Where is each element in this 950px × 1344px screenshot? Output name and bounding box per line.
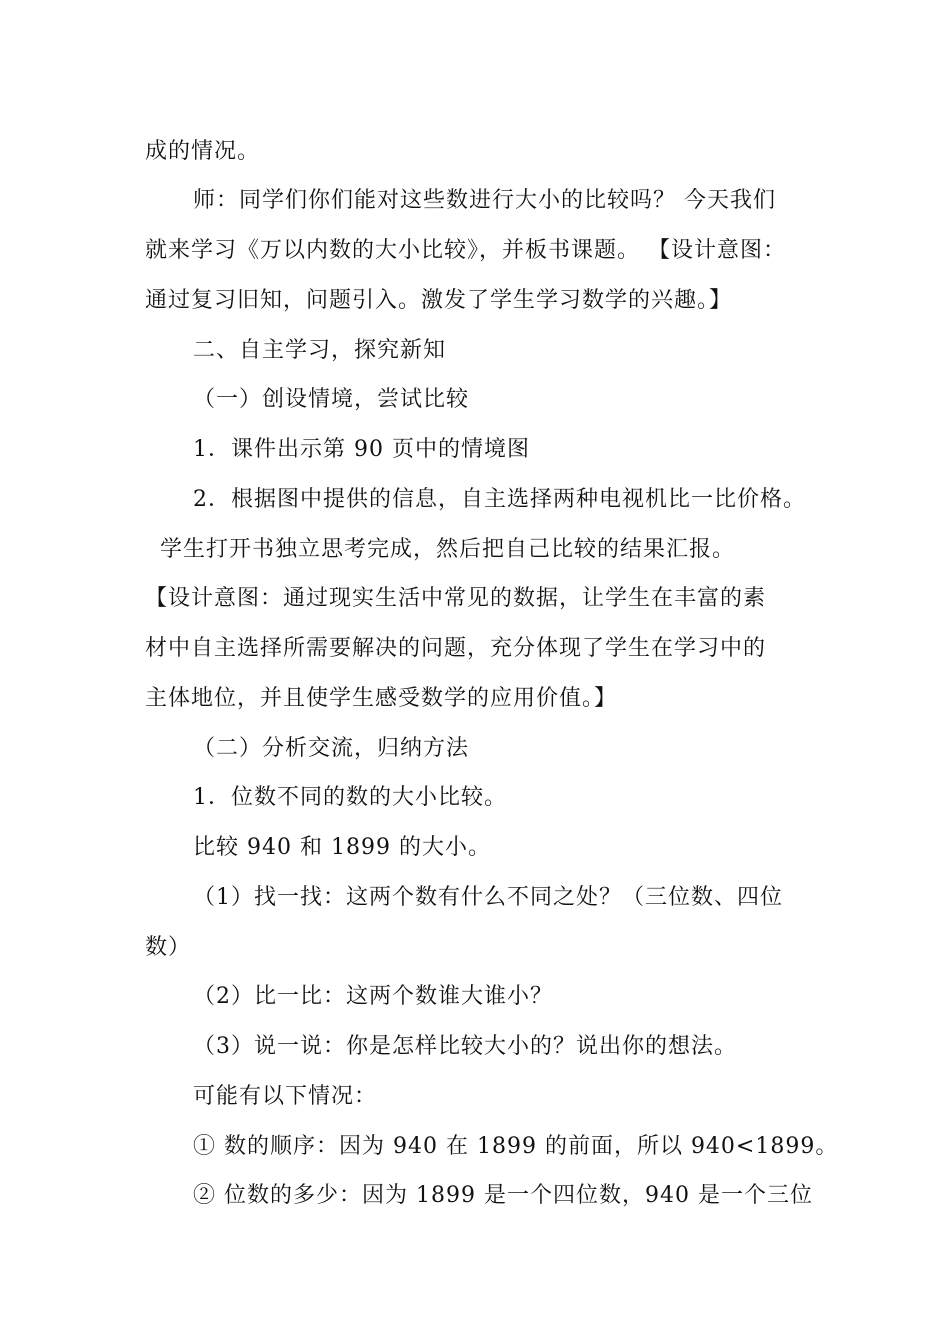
text-line: 通过复习旧知，问题引入。激发了学生学习数学的兴趣。】 [145,288,733,313]
text-line: （3）说一说：你是怎样比较大小的？说出你的想法。 [193,1034,737,1059]
text-line: ① 数的顺序：因为 940 在 1899 的前面，所以 940<1899。 [193,1134,839,1159]
text-line: 数） [145,935,192,960]
text-line: 就来学习《万以内数的大小比较》，并板书课题。 【设计意图： [145,238,786,263]
text-line: 材中自主选择所需要解决的问题，充分体现了学生在学习中的 [145,636,767,661]
section-heading: 二、自主学习，探究新知 [193,338,447,363]
text-line: 主体地位，并且使学生感受数学的应用价值。】 [145,686,618,711]
subsection-heading: （二）分析交流，归纳方法 [193,736,470,761]
text-line: 1．位数不同的数的大小比较。 [193,785,507,810]
text-line: 1．课件出示第 90 页中的情境图 [193,437,530,462]
text-line: 学生打开书独立思考完成，然后把自己比较的结果汇报。 [160,537,736,562]
text-line: ② 位数的多少：因为 1899 是一个四位数，940 是一个三位 [193,1183,813,1208]
text-line: 比较 940 和 1899 的大小。 [193,835,491,860]
text-line: （1）找一找：这两个数有什么不同之处？（三位数、四位 [193,885,783,910]
text-line: 成的情况。 [145,139,261,164]
text-line: 2．根据图中提供的信息，自主选择两种电视机比一比价格。 [193,487,806,512]
text-line: 可能有以下情况： [193,1084,378,1109]
text-line: （2）比一比：这两个数谁大谁小？ [193,984,553,1009]
subsection-heading: （一）创设情境，尝试比较 [193,387,470,412]
text-line: 师：同学们你们能对这些数进行大小的比较吗？ 今天我们 [193,188,776,213]
text-line: 【设计意图：通过现实生活中常见的数据，让学生在丰富的素 [145,586,767,611]
